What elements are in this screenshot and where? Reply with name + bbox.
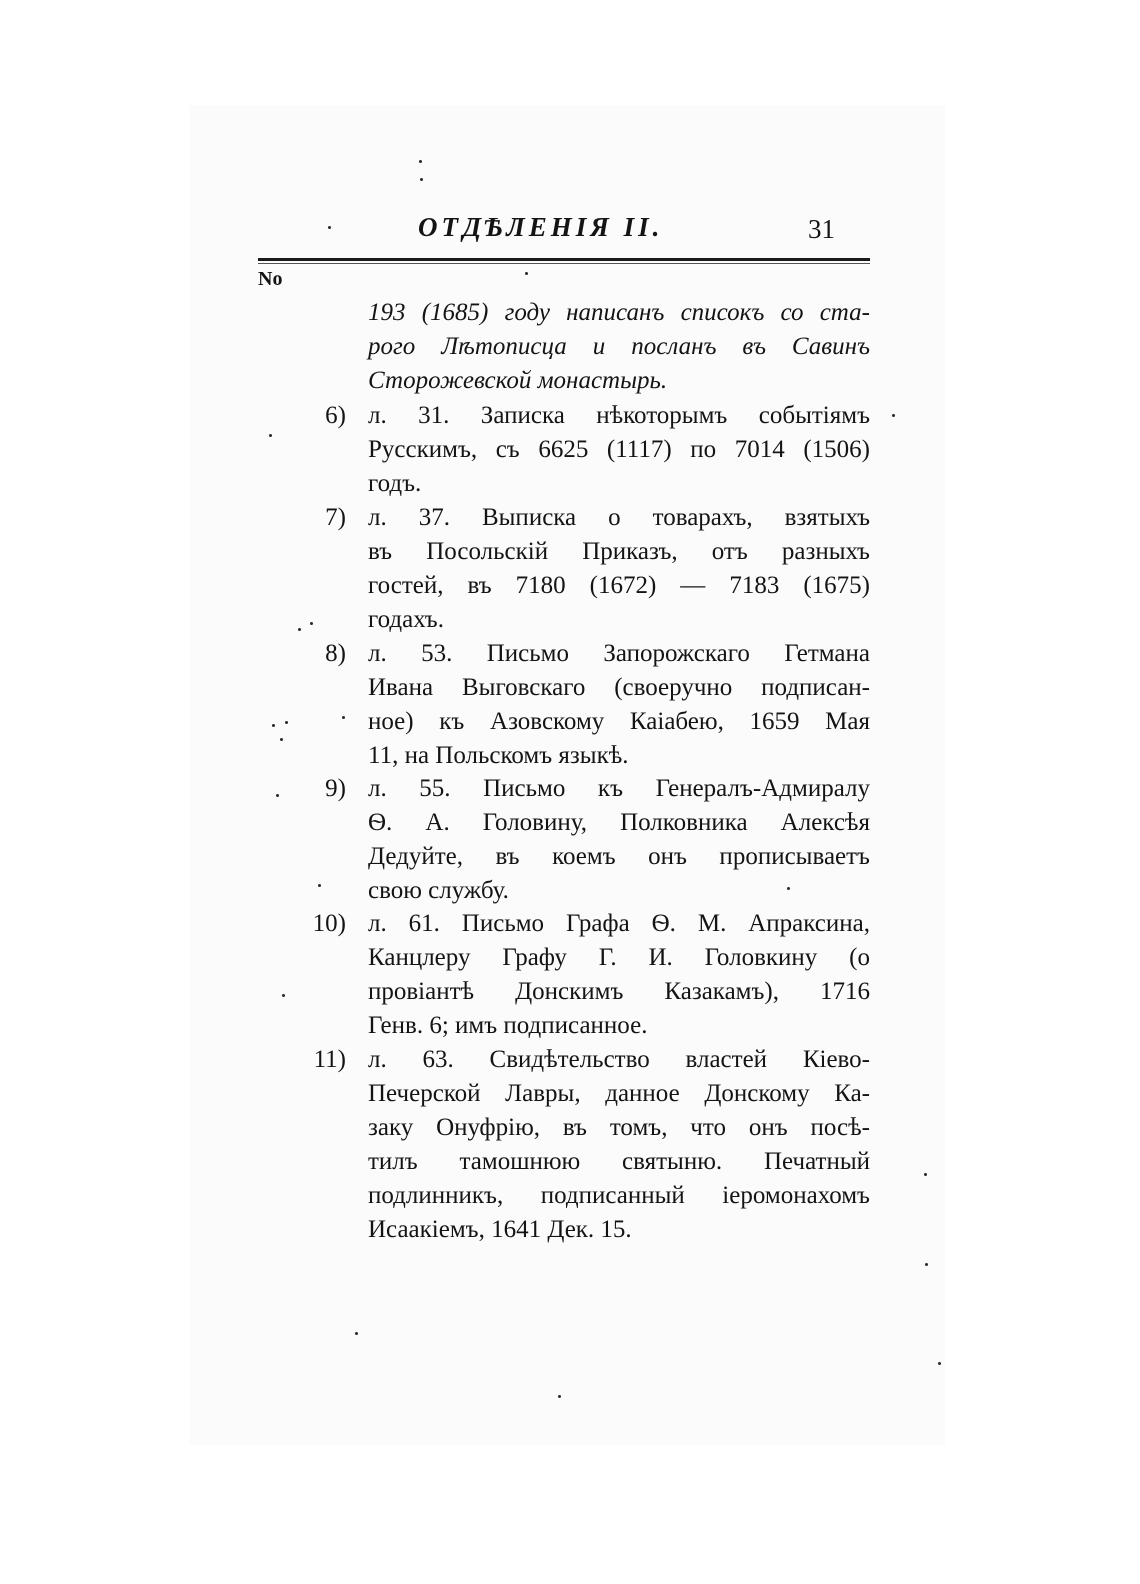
scan-speck	[342, 716, 345, 719]
header-rule	[258, 258, 870, 261]
text-line: л. 61. Письмо Графа Ѳ. М. Апраксина,	[368, 910, 870, 937]
text-line: свою службу.	[368, 877, 509, 904]
scan-speck	[525, 272, 528, 275]
text-line: тилъ тамошнюю святыню. Печатный	[368, 1148, 870, 1175]
scan-speck	[269, 434, 272, 437]
text-line: Дедуйте, въ коемъ онъ прописываетъ	[368, 843, 870, 870]
header-rule-thin	[258, 263, 870, 264]
scan-speck	[328, 226, 331, 229]
scan-speck	[924, 1173, 927, 1176]
scan-speck	[419, 160, 422, 163]
text-line: провіантѣ Донскимъ Казакамъ), 1716	[368, 978, 870, 1005]
text-line: заку Онуфрію, въ томъ, что онъ посѣ-	[368, 1114, 870, 1141]
text-line: л. 31. Записка нѣкоторымъ событіямъ	[368, 402, 870, 429]
text-line: рого Лѣтописца и посланъ въ Савинъ	[368, 333, 870, 360]
text-line: Русскимъ, съ 6625 (1117) по 7014 (1506)	[368, 436, 870, 463]
scan-speck	[280, 738, 283, 741]
scan-speck	[318, 884, 321, 887]
text-line: 11, на Польскомъ языкѣ.	[368, 742, 629, 769]
text-line: ное) къ Азовскому Каіабею, 1659 Мая	[368, 708, 870, 735]
entry-number: 9)	[325, 775, 346, 802]
entry-number: 7)	[325, 504, 346, 531]
scan-speck	[282, 994, 285, 997]
scan-speck	[355, 1332, 358, 1335]
text-line: Канцлеру Графу Г. И. Головкину (о	[368, 944, 870, 971]
text-line: л. 63. Свидѣтельство властей Кіево-	[368, 1046, 870, 1073]
page-number: 31	[808, 214, 835, 244]
text-line: годъ.	[368, 470, 422, 497]
scan-speck	[420, 178, 423, 181]
text-line: гостей, въ 7180 (1672) — 7183 (1675)	[368, 572, 870, 599]
text-line: Генв. 6; имъ подписанное.	[368, 1012, 648, 1039]
scan-speck	[276, 794, 279, 797]
text-line: Исаакіемъ, 1641 Дек. 15.	[368, 1216, 632, 1243]
scan-speck	[558, 1395, 561, 1398]
number-column-marker: No	[258, 268, 283, 290]
scan-speck	[298, 628, 301, 631]
entry-number: 11)	[313, 1046, 346, 1073]
scan-speck	[925, 1263, 928, 1266]
text-line: подлинникъ, подписанный іеромонахомъ	[368, 1182, 870, 1209]
entry-number: 8)	[325, 640, 346, 667]
entry-number: 10)	[312, 910, 346, 937]
scan-speck	[272, 724, 275, 727]
text-line: л. 37. Выписка о товарахъ, взятыхъ	[368, 504, 870, 531]
text-line: Ѳ. А. Головину, Полковника Алексѣя	[368, 809, 870, 836]
text-line: Ивана Выговскаго (своеручно подписан-	[368, 674, 870, 701]
text-line: Сторожевской монастырь.	[368, 367, 668, 394]
running-head: ОТДѢЛЕНІЯ II.	[418, 212, 664, 242]
scan-speck	[787, 887, 790, 890]
entry-number: 6)	[325, 402, 346, 429]
text-line: годахъ.	[368, 606, 444, 633]
scan-speck	[285, 721, 288, 724]
text-line: л. 55. Письмо къ Генералъ-Адмиралу	[368, 775, 870, 802]
scan-speck	[310, 622, 313, 625]
scan-speck	[892, 414, 895, 417]
scan-speck	[938, 1362, 941, 1365]
text-line: въ Посольскій Приказъ, отъ разныхъ	[368, 538, 870, 565]
text-line: л. 53. Письмо Запорожскаго Гетмана	[368, 640, 870, 667]
text-line: 193 (1685) году написанъ списокъ со ста-	[368, 299, 870, 326]
text-line: Печерской Лавры, данное Донскому Ка-	[368, 1080, 870, 1107]
